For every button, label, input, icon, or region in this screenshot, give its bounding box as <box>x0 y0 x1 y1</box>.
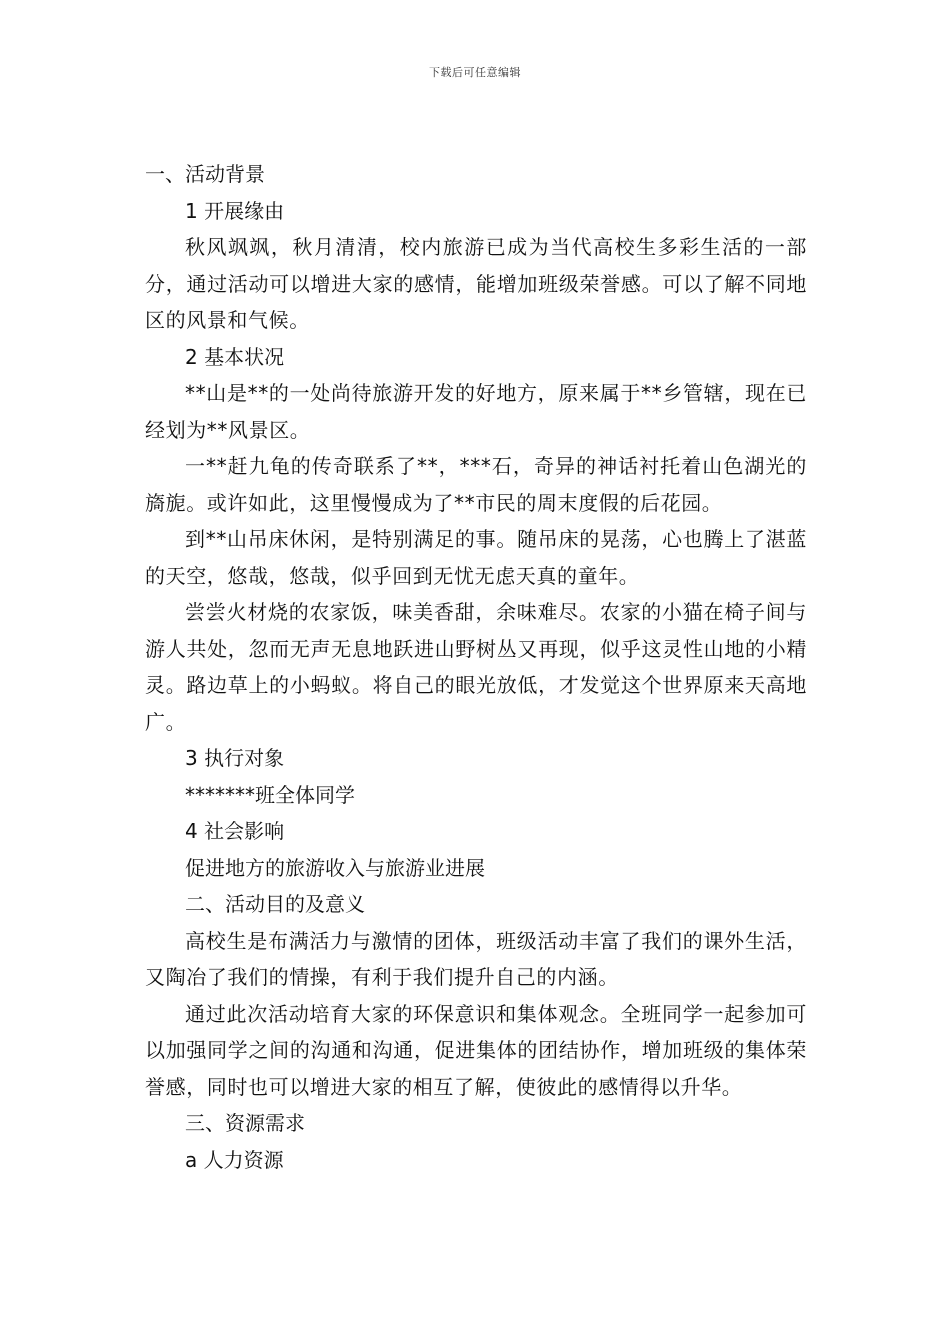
paragraph-farm-meal: 尝尝火材烧的农家饭，味美香甜，余味难尽。农家的小猫在椅子间与游人共处，忽而无声无息地跃进山野树丛又再现，似乎这灵性山地的小精灵。路边草上的小蚂蚁。将自己的眼光放低，才发觉这个世界原来天高地广。 <box>145 600 807 734</box>
section-heading-resources: 三、资源需求 <box>185 1111 305 1135</box>
document-body <box>145 156 807 1178</box>
paragraph-target: *******班全体同学 <box>185 782 355 807</box>
paragraph-legend: 一**赶九龟的传奇联系了**，***石，奇异的神话衬托着山色湖光的旖旎。或许如此，这里慢慢成为了**市民的周末度假的后花园。 <box>145 454 807 515</box>
paragraph-social-impact: 促进地方的旅游收入与旅游业进展 <box>185 855 485 880</box>
paragraph-purpose-1: 高校生是布满活力与激情的团体，班级活动丰富了我们的课外生活，又陶冶了我们的情操，有利于我们提升自己的内涵。 <box>145 928 807 989</box>
paragraph-hammock: 到**山吊床休闲，是特别满足的事。随吊床的晃荡，心也腾上了湛蓝的天空，悠哉，悠哉，似乎回到无忧无虑天真的童年。 <box>145 527 807 588</box>
paragraph-mountain-intro: **山是**的一处尚待旅游开发的好地方，原来属于**乡管辖，现在已经划为**风景区。 <box>145 381 807 442</box>
page-header-note: 下载后可任意编辑 <box>429 66 521 79</box>
subheading-origin: 1 开展缘由 <box>185 198 285 223</box>
subheading-basic-situation: 2 基本状况 <box>185 344 285 369</box>
section-heading-purpose: 二、活动目的及意义 <box>185 892 365 916</box>
paragraph-purpose-2: 通过此次活动培育大家的环保意识和集体观念。全班同学一起参加可以加强同学之间的沟通和沟通，促进集体的团结协作，增加班级的集体荣誉感，同时也可以增进大家的相互了解，使彼此的感情得以升华。 <box>145 1001 807 1099</box>
section-heading-background: 一、活动背景 <box>145 162 265 186</box>
subheading-target: 3 执行对象 <box>185 746 285 770</box>
subheading-human-resources: a 人力资源 <box>185 1147 284 1172</box>
subheading-social-impact: 4 社会影响 <box>185 819 285 843</box>
paragraph-origin: 秋风飒飒，秋月清清，校内旅游已成为当代高校生多彩生活的一部分，通过活动可以增进大家的感情，能增加班级荣誉感。可以了解不同地区的风景和气候。 <box>145 235 807 332</box>
